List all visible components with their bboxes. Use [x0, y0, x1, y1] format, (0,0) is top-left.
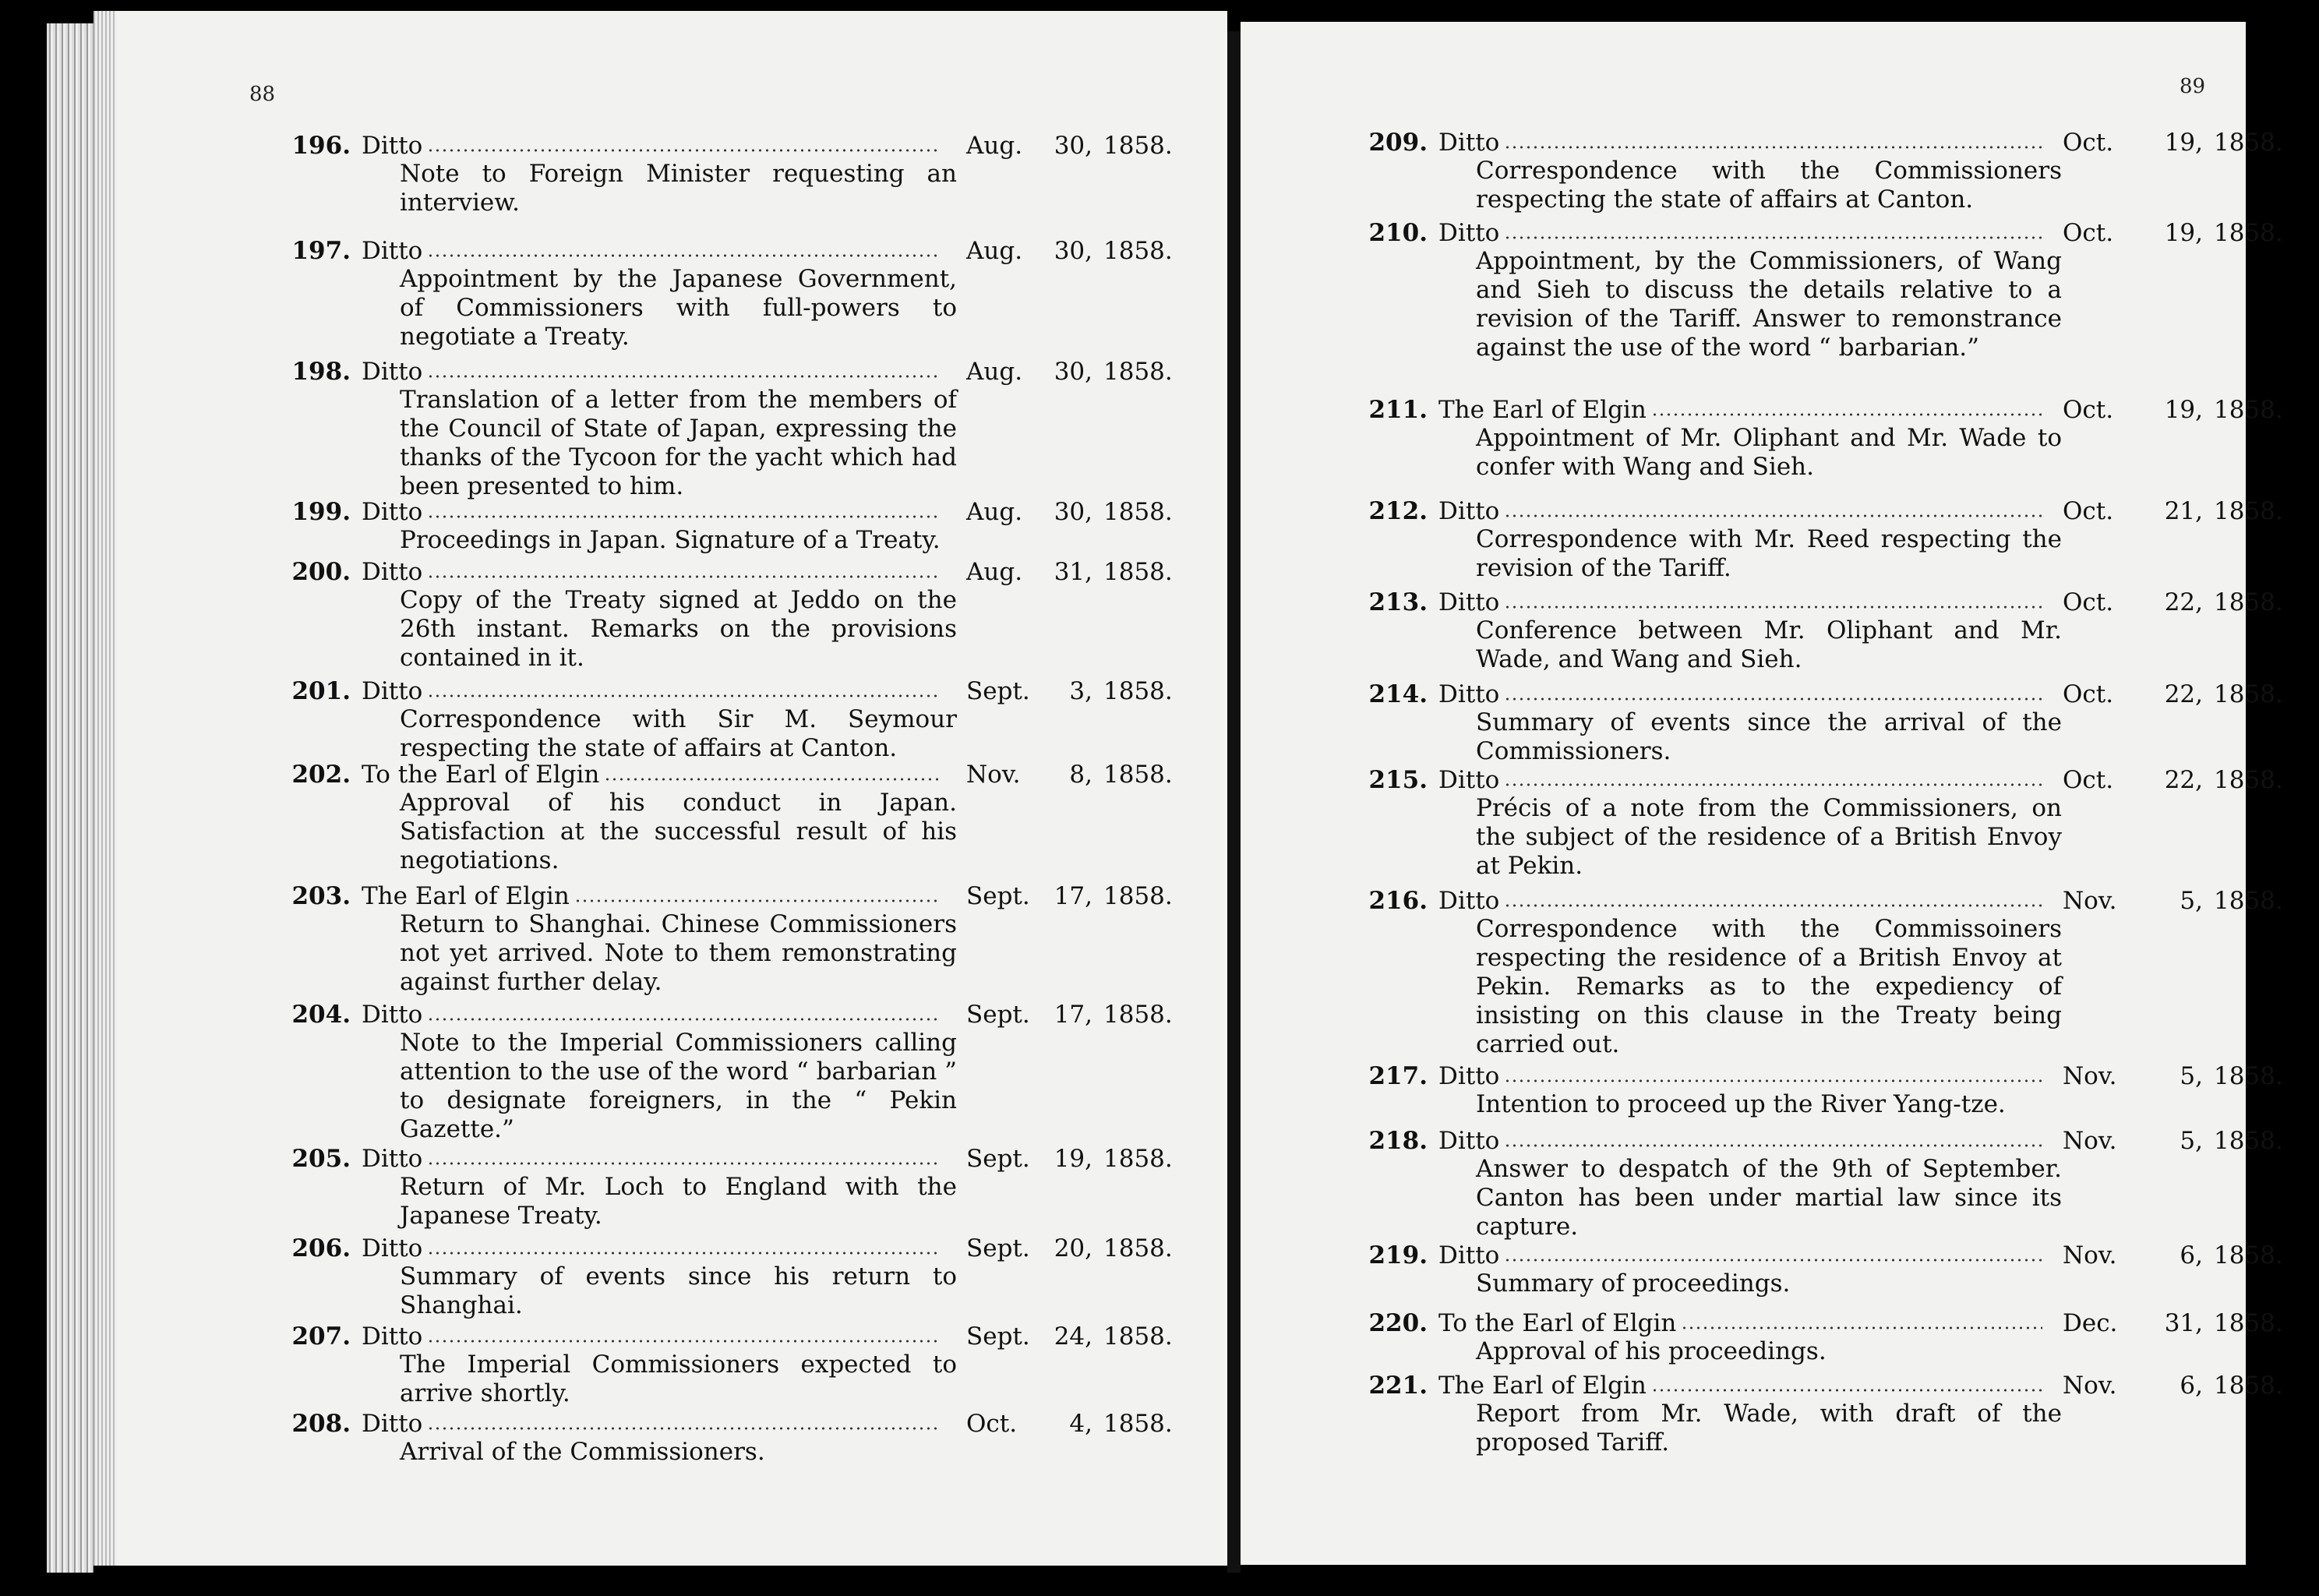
recipient-leader: [351, 761, 943, 789]
entry-description: Appointment by the Japanese Government, of Commissioners with full-powers to negotiate a Treaty.: [400, 265, 957, 351]
entry-day: 22,: [2164, 680, 2203, 708]
entry-year: 1858.: [2214, 129, 2283, 157]
book-spine: [1227, 31, 1241, 1573]
despatch-entry: [94, 498, 1197, 555]
entry-year: 1858.: [2214, 1372, 2283, 1400]
entry-year: 1858.: [1103, 237, 1173, 265]
recipient-leader: [1428, 129, 2047, 157]
entry-heading: [1241, 887, 2314, 915]
entry-description: Correspondence with the Commissoiners respecting the residence of a British Envoy at Pekin. Remarks as to the expediency of insisting on this clause in the Treaty being carried out.: [1476, 915, 2062, 1058]
entry-day: 17,: [1054, 1001, 1092, 1029]
despatch-entry: [94, 1145, 1197, 1231]
entry-recipient: Ditto: [362, 558, 423, 586]
entry-recipient: Ditto: [1438, 1127, 1500, 1155]
entry-year: 1858.: [1103, 1410, 1173, 1438]
entry-number: 196.: [291, 132, 351, 160]
dot-leader: [574, 899, 938, 903]
dot-leader: [427, 574, 938, 579]
entry-description: Summary of events since the arrival of the Commissioners.: [1476, 708, 2062, 765]
entry-recipient: Ditto: [362, 132, 423, 160]
entry-description: Note to the Imperial Commissioners calling attention to the use of the word “ barbarian ” to designate foreigners, in the “ Pekin Gazette.”: [400, 1029, 957, 1143]
entry-number: 209.: [1368, 129, 1428, 157]
entry-description: Appointment of Mr. Oliphant and Mr. Wade to confer with Wang and Sieh.: [1476, 424, 2062, 481]
entry-year: 1858.: [2214, 219, 2283, 247]
entry-year: 1858.: [1103, 1234, 1173, 1262]
entry-month: Aug.: [966, 498, 1023, 526]
entry-number: 218.: [1368, 1127, 1428, 1155]
entry-recipient: Ditto: [362, 498, 423, 526]
entry-recipient: Ditto: [1438, 887, 1500, 915]
recipient-leader: [351, 237, 943, 265]
entry-day: 21,: [2164, 497, 2203, 525]
entry-description: The Imperial Commissioners expected to arrive shortly.: [400, 1351, 957, 1407]
dot-leader: [427, 148, 938, 153]
entry-month: Aug.: [966, 237, 1023, 265]
recipient-leader: [1428, 497, 2047, 525]
entry-heading: [94, 1410, 1197, 1438]
entry-number: 198.: [291, 358, 351, 386]
despatch-entry: [94, 1410, 1197, 1467]
entry-recipient: Ditto: [362, 1410, 423, 1438]
entry-description: Copy of the Treaty signed at Jeddo on the 26th instant. Remarks on the provisions contained in it.: [400, 586, 957, 672]
despatch-entry: [1241, 129, 2314, 214]
dot-leader: [1504, 1258, 2042, 1262]
entry-number: 211.: [1368, 396, 1428, 424]
entry-day: 4,: [1069, 1410, 1092, 1438]
recipient-leader: [1428, 1309, 2047, 1337]
recipient-leader: [1428, 887, 2047, 915]
recipient-leader: [1428, 588, 2047, 616]
entry-recipient: Ditto: [1438, 1062, 1500, 1090]
entry-heading: [1241, 766, 2314, 794]
entry-description: Report from Mr. Wade, with draft of the proposed Tariff.: [1476, 1400, 2062, 1457]
entry-month: Sept.: [966, 1145, 1030, 1173]
entry-year: 1858.: [1103, 1322, 1173, 1351]
entry-month: Oct.: [966, 1410, 1018, 1438]
entry-month: Nov.: [966, 761, 1021, 789]
entry-day: 30,: [1054, 358, 1092, 386]
entry-year: 1858.: [2214, 1241, 2283, 1269]
entry-number: 216.: [1368, 887, 1428, 915]
entry-day: 5,: [2180, 1062, 2203, 1090]
entry-heading: [1241, 588, 2314, 616]
recipient-leader: [351, 1001, 943, 1029]
entry-year: 1858.: [2214, 497, 2283, 525]
entry-month: Oct.: [2063, 129, 2114, 157]
entry-day: 3,: [1069, 677, 1092, 705]
entry-day: 19,: [1054, 1145, 1092, 1173]
despatch-entry: [1241, 680, 2314, 766]
recipient-leader: [351, 358, 943, 386]
dot-leader: [427, 253, 938, 258]
entry-recipient: The Earl of Elgin: [1438, 1372, 1647, 1400]
entry-month: Aug.: [966, 132, 1023, 160]
dot-leader: [427, 1339, 938, 1344]
dot-leader: [1651, 412, 2042, 417]
dot-leader: [1504, 1143, 2042, 1148]
entry-heading: [1241, 219, 2314, 247]
entry-recipient: To the Earl of Elgin: [1438, 1309, 1677, 1337]
despatch-entry: [1241, 1372, 2314, 1457]
recipient-leader: [1428, 1372, 2047, 1400]
entry-month: Oct.: [2063, 219, 2114, 247]
despatch-entry: [94, 1001, 1197, 1144]
despatch-entry: [1241, 497, 2314, 583]
entry-description: Intention to proceed up the River Yang-tze.: [1476, 1090, 2006, 1118]
dot-leader: [427, 694, 938, 698]
dot-leader: [604, 777, 938, 782]
entry-year: 1858.: [1103, 558, 1173, 586]
entry-year: 1858.: [2214, 588, 2283, 616]
recipient-leader: [351, 498, 943, 526]
despatch-entry: [1241, 219, 2314, 362]
entry-description: Summary of events since his return to Shanghai.: [400, 1262, 957, 1319]
despatch-entry: [94, 237, 1197, 351]
entry-recipient: Ditto: [1438, 497, 1500, 525]
despatch-entry: [94, 132, 1197, 217]
entry-recipient: The Earl of Elgin: [1438, 396, 1647, 424]
entry-number: 199.: [291, 498, 351, 526]
entry-day: 19,: [2164, 129, 2203, 157]
entry-year: 1858.: [1103, 677, 1173, 705]
dot-leader: [427, 1017, 938, 1022]
despatch-entry: [1241, 1062, 2314, 1119]
entry-number: 206.: [291, 1234, 351, 1262]
entry-number: 197.: [291, 237, 351, 265]
entry-description: Return to Shanghai. Chinese Commissioners not yet arrived. Note to them remonstrating against further delay.: [400, 910, 957, 996]
entry-recipient: Ditto: [1438, 1241, 1500, 1269]
entry-heading: [94, 1234, 1197, 1262]
dot-leader: [1651, 1388, 2042, 1393]
entry-month: Nov.: [2063, 1062, 2117, 1090]
entry-description: Summary of proceedings.: [1476, 1269, 1791, 1298]
entry-day: 20,: [1054, 1234, 1092, 1262]
dot-leader: [427, 1426, 938, 1431]
entry-number: 204.: [291, 1001, 351, 1029]
despatch-entry: [94, 1322, 1197, 1408]
dot-leader: [427, 1161, 938, 1166]
entry-day: 5,: [2180, 887, 2203, 915]
entry-day: 8,: [1069, 761, 1092, 789]
entry-day: 30,: [1054, 237, 1092, 265]
recipient-leader: [351, 132, 943, 160]
despatch-entry: [94, 882, 1197, 997]
recipient-leader: [351, 1145, 943, 1173]
entry-heading: [1241, 1062, 2314, 1090]
entry-heading: [94, 132, 1197, 160]
despatch-entry: [94, 677, 1197, 763]
despatch-entry: [94, 358, 1197, 501]
entry-heading: [94, 558, 1197, 586]
entry-recipient: Ditto: [362, 358, 423, 386]
entry-month: Sept.: [966, 1001, 1030, 1029]
entry-description: Translation of a letter from the members of the Council of State of Japan, expressing the thanks of the Tycoon for the yacht which had been presented to him.: [400, 386, 957, 500]
entry-month: Aug.: [966, 358, 1023, 386]
entry-recipient: Ditto: [1438, 680, 1500, 708]
despatch-entry: [1241, 1309, 2314, 1366]
entry-description: Note to Foreign Minister requesting an interview.: [400, 160, 957, 217]
entry-day: 24,: [1054, 1322, 1092, 1351]
entry-recipient: Ditto: [362, 1322, 423, 1351]
entry-number: 220.: [1368, 1309, 1428, 1337]
entry-description: Arrival of the Commissioners.: [400, 1438, 765, 1466]
entry-number: 212.: [1368, 497, 1428, 525]
entry-description: Return of Mr. Loch to England with the Japanese Treaty.: [400, 1173, 957, 1230]
entry-month: Dec.: [2063, 1309, 2118, 1337]
recipient-leader: [1428, 1241, 2047, 1269]
entry-month: Nov.: [2063, 1241, 2117, 1269]
entry-number: 207.: [291, 1322, 351, 1351]
entry-heading: [94, 1322, 1197, 1351]
entry-number: 221.: [1368, 1372, 1428, 1400]
entry-month: Sept.: [966, 882, 1030, 910]
entry-day: 31,: [2164, 1309, 2203, 1337]
despatch-entry: [1241, 766, 2314, 881]
entry-heading: [1241, 1309, 2314, 1337]
recipient-leader: [351, 1322, 943, 1351]
entry-number: 213.: [1368, 588, 1428, 616]
entry-recipient: Ditto: [1438, 219, 1500, 247]
entry-number: 210.: [1368, 219, 1428, 247]
entry-number: 203.: [291, 882, 351, 910]
dot-leader: [1504, 782, 2042, 787]
recipient-leader: [351, 882, 943, 910]
entry-heading: [94, 498, 1197, 526]
entry-heading: [94, 1145, 1197, 1173]
entry-day: 6,: [2180, 1241, 2203, 1269]
dot-leader: [1504, 697, 2042, 701]
entry-year: 1858.: [1103, 1001, 1173, 1029]
entry-heading: [1241, 497, 2314, 525]
entry-year: 1858.: [2214, 887, 2283, 915]
left-page: [94, 11, 1227, 1566]
entry-recipient: The Earl of Elgin: [362, 882, 570, 910]
recipient-leader: [351, 1410, 943, 1438]
entry-recipient: Ditto: [1438, 129, 1500, 157]
dot-leader: [427, 514, 938, 519]
entry-year: 1858.: [2214, 680, 2283, 708]
entry-heading: [1241, 396, 2314, 424]
entry-day: 19,: [2164, 396, 2203, 424]
dot-leader: [427, 374, 938, 379]
dot-leader: [1504, 514, 2042, 518]
entry-recipient: Ditto: [362, 1234, 423, 1262]
entry-number: 202.: [291, 761, 351, 789]
recipient-leader: [1428, 1127, 2047, 1155]
despatch-entry: [1241, 588, 2314, 674]
dot-leader: [1681, 1326, 2042, 1330]
recipient-leader: [1428, 680, 2047, 708]
entry-month: Oct.: [2063, 396, 2114, 424]
entry-month: Sept.: [966, 1322, 1030, 1351]
entry-description: Appointment, by the Commissioners, of Wang and Sieh to discuss the details relative to a revision of the Tariff. Answer to remonstrance against the use of the word “ barbarian.”: [1476, 247, 2062, 362]
entry-month: Oct.: [2063, 766, 2114, 794]
entry-description: Précis of a note from the Commissioners, on the subject of the residence of a British Envoy at Pekin.: [1476, 794, 2062, 880]
entry-recipient: Ditto: [1438, 588, 1500, 616]
entry-description: Proceedings in Japan. Signature of a Treaty.: [400, 526, 941, 554]
entry-description: Correspondence with Mr. Reed respecting the revision of the Tariff.: [1476, 525, 2062, 582]
entry-month: Oct.: [2063, 588, 2114, 616]
entry-description: Approval of his conduct in Japan. Satisfaction at the successful result of his negotiations.: [400, 789, 957, 874]
recipient-leader: [1428, 396, 2047, 424]
dot-leader: [1504, 605, 2042, 609]
dot-leader: [1504, 145, 2042, 150]
entry-description: Conference between Mr. Oliphant and Mr. Wade, and Wang and Sieh.: [1476, 616, 2062, 673]
entry-month: Nov.: [2063, 887, 2117, 915]
despatch-entry: [1241, 887, 2314, 1059]
entry-year: 1858.: [2214, 1127, 2283, 1155]
despatch-entry: [94, 1234, 1197, 1320]
recipient-leader: [351, 1234, 943, 1262]
dot-leader: [1504, 903, 2042, 908]
entry-year: 1858.: [1103, 358, 1173, 386]
entry-year: 1858.: [2214, 1309, 2283, 1337]
entry-heading: [94, 237, 1197, 265]
entry-description: Answer to despatch of the 9th of September. Canton has been under martial law since its capture.: [1476, 1155, 2062, 1241]
entry-day: 30,: [1054, 132, 1092, 160]
entry-year: 1858.: [2214, 766, 2283, 794]
entry-month: Sept.: [966, 1234, 1030, 1262]
entry-month: Nov.: [2063, 1127, 2117, 1155]
entry-month: Oct.: [2063, 497, 2114, 525]
entry-year: 1858.: [2214, 396, 2283, 424]
entry-heading: [1241, 1372, 2314, 1400]
entry-day: 19,: [2164, 219, 2203, 247]
entry-description: Correspondence with Sir M. Seymour respecting the state of affairs at Canton.: [400, 705, 957, 762]
entry-recipient: Ditto: [362, 1145, 423, 1173]
entry-description: Correspondence with the Commissioners respecting the state of affairs at Canton.: [1476, 157, 2062, 214]
entry-number: 208.: [291, 1410, 351, 1438]
dot-leader: [1504, 1079, 2042, 1083]
entry-recipient: Ditto: [1438, 766, 1500, 794]
entry-day: 22,: [2164, 766, 2203, 794]
entry-number: 215.: [1368, 766, 1428, 794]
entry-number: 217.: [1368, 1062, 1428, 1090]
entry-day: 22,: [2164, 588, 2203, 616]
entry-month: Nov.: [2063, 1372, 2117, 1400]
entry-description: Approval of his proceedings.: [1476, 1337, 1827, 1365]
book-page-edges: [47, 23, 94, 1573]
entry-recipient: Ditto: [362, 237, 423, 265]
entry-recipient: To the Earl of Elgin: [362, 761, 600, 789]
entry-year: 1858.: [1103, 1145, 1173, 1173]
entry-month: Aug.: [966, 558, 1023, 586]
entry-heading: [1241, 680, 2314, 708]
entry-heading: [94, 677, 1197, 705]
despatch-entry: [1241, 396, 2314, 482]
entry-heading: [94, 882, 1197, 910]
entry-recipient: Ditto: [362, 677, 423, 705]
right-page: [1241, 22, 2283, 1565]
entry-day: 30,: [1054, 498, 1092, 526]
entry-month: Sept.: [966, 677, 1030, 705]
entry-heading: [1241, 129, 2314, 157]
recipient-leader: [351, 677, 943, 705]
entry-number: 205.: [291, 1145, 351, 1173]
entry-number: 200.: [291, 558, 351, 586]
entry-recipient: Ditto: [362, 1001, 423, 1029]
entry-year: 1858.: [1103, 761, 1173, 789]
dot-leader: [1504, 235, 2042, 240]
entry-day: 31,: [1054, 558, 1092, 586]
entry-day: 6,: [2180, 1372, 2203, 1400]
despatch-entry: [1241, 1127, 2314, 1241]
entry-heading: [94, 358, 1197, 386]
recipient-leader: [1428, 219, 2047, 247]
entry-month: Oct.: [2063, 680, 2114, 708]
despatch-entry: [1241, 1241, 2314, 1298]
entry-year: 1858.: [1103, 882, 1173, 910]
page-number: 89: [2180, 75, 2206, 98]
entry-heading: [1241, 1127, 2314, 1155]
entry-day: 17,: [1054, 882, 1092, 910]
recipient-leader: [1428, 766, 2047, 794]
despatch-entry: [94, 761, 1197, 875]
entry-year: 1858.: [2214, 1062, 2283, 1090]
entry-year: 1858.: [1103, 132, 1173, 160]
entry-number: 214.: [1368, 680, 1428, 708]
entry-day: 5,: [2180, 1127, 2203, 1155]
page-number: 88: [249, 83, 276, 106]
entry-heading: [94, 1001, 1197, 1029]
entry-year: 1858.: [1103, 498, 1173, 526]
entry-number: 219.: [1368, 1241, 1428, 1269]
despatch-entry: [94, 558, 1197, 673]
entry-number: 201.: [291, 677, 351, 705]
entry-heading: [94, 761, 1197, 789]
entry-heading: [1241, 1241, 2314, 1269]
recipient-leader: [1428, 1062, 2047, 1090]
recipient-leader: [351, 558, 943, 586]
dot-leader: [427, 1251, 938, 1255]
